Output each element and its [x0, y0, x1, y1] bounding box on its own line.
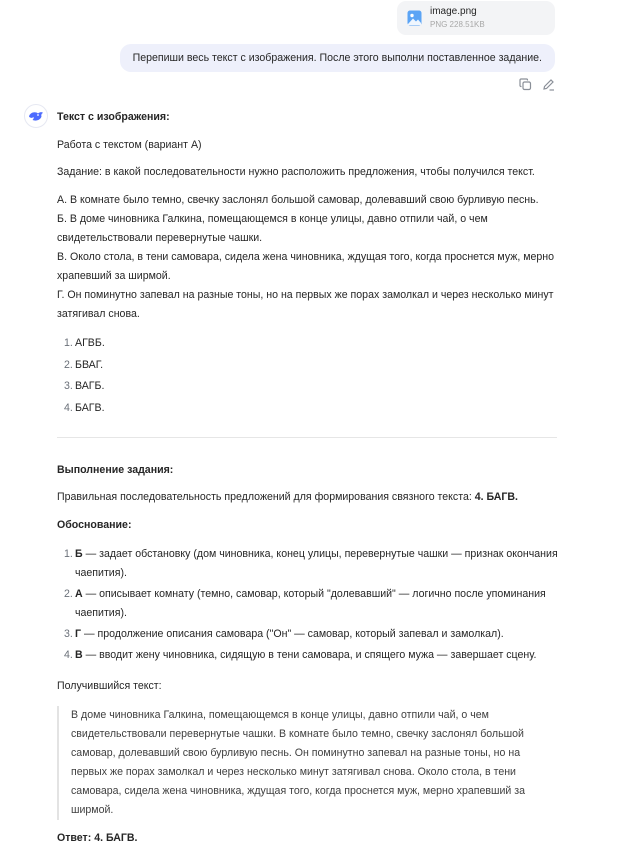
sentence-v: В. Около стола, в тени самовара, сидела жена чиновника, ждущая того, когда проснется муж, мерно храпевший за ширмой.	[57, 251, 555, 282]
final-answer: Ответ: 4. БАГВ.	[57, 832, 138, 844]
attachment-size: PNG 228.51KB	[430, 20, 485, 29]
divider	[57, 437, 557, 438]
result-quote: В доме чиновника Галкина, помещающемся в конце улицы, давно отпили чай, о чем свидетельствовали перевернутые чашки. В комнате было темно, свечку заслонял большой самовар, долевавший свою бурливую песнь. Он поминутно запевал на разные тоны, но на первых же порах замолкал и через несколько минут затягивал снова. Около стола, в тени самовара, сидела жена чиновника, ждущая того, когда проснется муж, мерно храпевший за ширмой.	[57, 706, 547, 820]
attachment-chip[interactable]	[397, 1, 555, 35]
reason-text: — продолжение описания самовара ("Он" — самовар, который запевал и замолкал).	[81, 628, 504, 640]
option-item: ВАГБ.	[75, 380, 105, 392]
rationale-heading: Обоснование:	[57, 519, 132, 531]
sentence-b: Б. В доме чиновника Галкина, помещающемся в конце улицы, давно отпили чай, о чем свидетельствовали перевернутые чашки.	[57, 213, 488, 244]
reasons-list	[57, 545, 559, 665]
option-item: БВАГ.	[75, 358, 104, 371]
copy-icon[interactable]	[519, 78, 532, 98]
reason-item	[75, 585, 559, 623]
reason-key: Б	[75, 548, 83, 560]
reason-text: — описывает комнату (темно, самовар, который "долевавший" — логично после упоминания чаепития).	[75, 588, 546, 619]
sentences-block	[57, 191, 559, 324]
attachment-filename: image.png	[430, 6, 477, 17]
work-title: Работа с текстом (вариант А)	[57, 139, 202, 151]
reason-key: А	[75, 588, 83, 600]
reason-item	[75, 625, 559, 644]
sentence-g: Г. Он поминутно запевал на разные тоны, но на первых же порах замолкал и через несколько минут затягивал снова.	[57, 289, 554, 320]
sentence-a: А. В комнате было темно, свечку заслонял большой самовар, долевавший свою бурливую песнь.	[57, 194, 539, 206]
reason-key: Г	[75, 628, 82, 640]
answer-heading: Текст с изображения:	[57, 111, 170, 123]
correct-sequence	[57, 488, 559, 507]
whale-logo-icon	[24, 104, 48, 128]
solution-heading: Выполнение задания:	[57, 464, 174, 476]
user-message-bubble: Перепиши весь текст с изображения. После этого выполни поставленное задание.	[120, 44, 555, 72]
options-list	[57, 334, 105, 420]
image-file-icon	[407, 10, 422, 33]
correct-prefix: Правильная последовательность предложений для формирования связного текста:	[57, 491, 472, 503]
option-item: БАГВ.	[75, 401, 105, 414]
reason-text: — задает обстановку (дом чиновника, конец улицы, перевернутые чашки — признак окончания чаепития).	[75, 548, 558, 579]
reason-item	[75, 545, 559, 583]
reason-key: В	[75, 649, 83, 661]
option-item: АГВБ.	[75, 337, 105, 349]
result-heading: Получившийся текст:	[57, 680, 162, 692]
correct-value: 4. БАГВ.	[474, 491, 518, 503]
task-text: Задание: в какой последовательности нужно расположить предложения, чтобы получился текст.	[57, 166, 535, 178]
reason-item	[75, 646, 559, 665]
edit-pencil-icon[interactable]	[542, 78, 555, 98]
reason-text: — вводит жену чиновника, сидящую в тени самовара, и спящего мужа — завершает сцену.	[82, 649, 537, 661]
